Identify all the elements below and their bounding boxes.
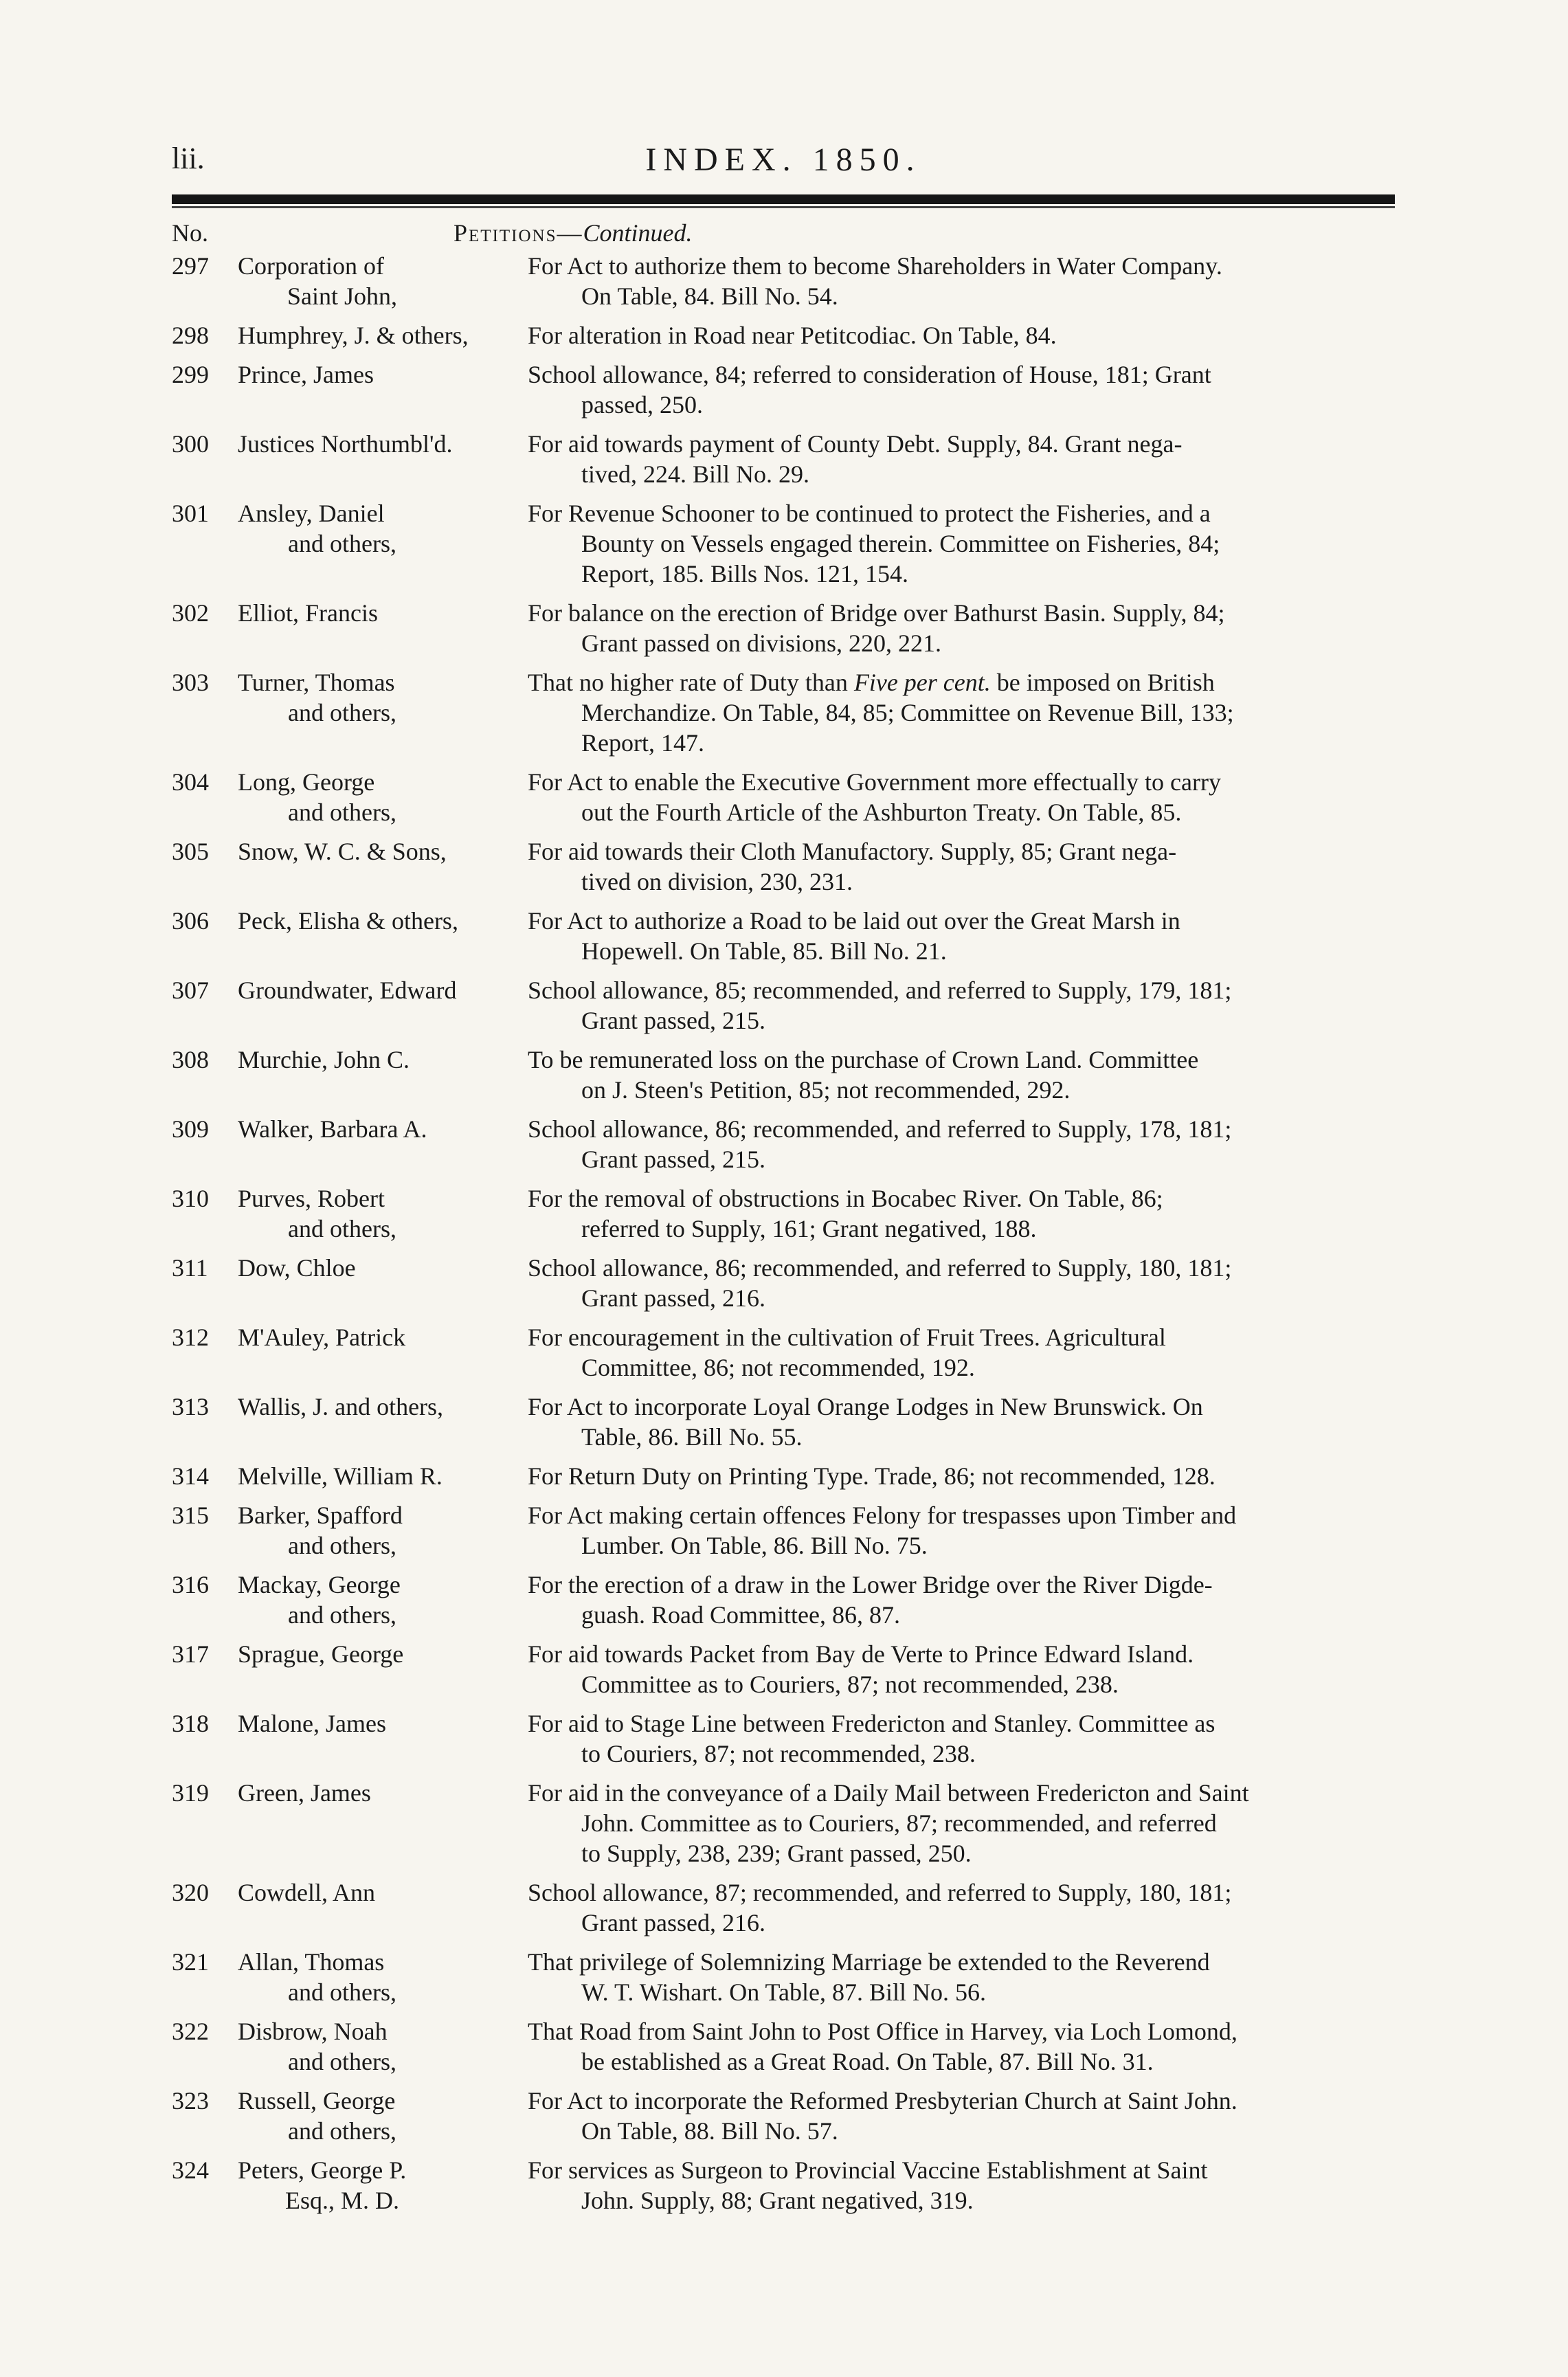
petition-number: 317: [172, 1640, 209, 1668]
petition-description: [528, 906, 1395, 966]
petition-description: [528, 498, 1395, 589]
petition-description: [528, 320, 1395, 350]
list-item: [172, 1392, 1395, 1452]
description-line: For Revenue Schooner to be continued to protect the Fisheries, and a: [528, 500, 1211, 527]
petitioner-name: [238, 498, 528, 589]
petitioner-name-line: Turner, Thomas: [238, 669, 395, 696]
petition-number: 308: [172, 1046, 209, 1073]
list-item: [172, 1877, 1395, 1938]
description-line: For Act to authorize a Road to be laid out over the Great Marsh in: [528, 907, 1180, 935]
petitioner-name: [238, 1570, 528, 1630]
petition-description: [528, 1461, 1395, 1491]
petitioner-name: [238, 1392, 528, 1452]
petitioner-name: [238, 320, 528, 350]
description-line: For the erection of a draw in the Lower Bridge over the River Digde-: [528, 1571, 1213, 1598]
list-item: [172, 1183, 1395, 1244]
petition-number: 315: [172, 1502, 209, 1529]
petitioner-name: [238, 767, 528, 827]
list-item: [172, 1570, 1395, 1630]
description-continuation: Lumber. On Table, 86. Bill No. 75.: [581, 1532, 928, 1559]
petition-description: [528, 2086, 1395, 2146]
description-continuation: Grant passed on divisions, 220, 221.: [581, 629, 941, 657]
petitioner-name-line: Groundwater, Edward: [238, 977, 457, 1004]
petition-description: [528, 359, 1395, 420]
petitioner-name: [238, 667, 528, 758]
petitioner-name: [238, 598, 528, 658]
petition-number: 306: [172, 907, 209, 935]
description-line: For alteration in Road near Petitcodiac. On Table, 84.: [528, 322, 1057, 349]
description-line: For services as Surgeon to Provincial Vaccine Establishment at Saint: [528, 2156, 1208, 2184]
petitioner-name-continuation: and others,: [288, 530, 396, 557]
petitioner-name: [238, 1639, 528, 1699]
page-number: lii.: [172, 142, 205, 175]
list-item: [172, 359, 1395, 420]
section-title: Petitions—: [453, 219, 583, 247]
petition-number: 302: [172, 599, 209, 627]
petition-number: 322: [172, 2018, 209, 2045]
petitioner-name-line: Wallis, J. and others,: [238, 1393, 444, 1420]
petitioner-name-line: Justices Northumbl'd.: [238, 430, 453, 458]
petitioner-name: [238, 1877, 528, 1938]
petition-description: [528, 429, 1395, 489]
list-item: [172, 667, 1395, 758]
description-line: For Act to incorporate the Reformed Presbyterian Church at Saint John.: [528, 2087, 1237, 2114]
petition-description: [528, 836, 1395, 897]
description-continuation: to Supply, 238, 239; Grant passed, 250.: [581, 1840, 972, 1867]
petitioner-name-line: Russell, George: [238, 2087, 396, 2114]
petition-description: [528, 598, 1395, 658]
list-item: [172, 906, 1395, 966]
petitioner-name-continuation: and others,: [288, 1601, 396, 1629]
petition-description: [528, 2155, 1395, 2216]
number-column-label: No.: [172, 219, 208, 247]
petition-number: 297: [172, 252, 209, 280]
description-continuation: Merchandize. On Table, 84, 85; Committee on Revenue Bill, 133;: [581, 699, 1234, 726]
petition-number: 319: [172, 1779, 209, 1807]
petitioner-name: [238, 1114, 528, 1174]
petition-number: 314: [172, 1462, 209, 1490]
petition-description: [528, 2016, 1395, 2077]
description-line: For balance on the erection of Bridge over Bathurst Basin. Supply, 84;: [528, 599, 1225, 627]
petition-description: [528, 1639, 1395, 1699]
description-continuation: John. Supply, 88; Grant negatived, 319.: [581, 2187, 974, 2214]
description-continuation: referred to Supply, 161; Grant negatived, 188.: [581, 1215, 1037, 1242]
petitioner-name-line: M'Auley, Patrick: [238, 1324, 406, 1351]
petition-number: 305: [172, 838, 209, 865]
petitioner-name-line: Melville, William R.: [238, 1462, 443, 1490]
petitioner-name: [238, 359, 528, 420]
description-continuation: guash. Road Committee, 86, 87.: [581, 1601, 900, 1629]
list-item: [172, 1114, 1395, 1174]
petition-description: [528, 1500, 1395, 1561]
description-line: For Act to enable the Executive Government more effectually to carry: [528, 768, 1221, 796]
description-continuation: Report, 147.: [581, 729, 704, 757]
petition-list: [172, 251, 1395, 2224]
section-continued: Continued.: [583, 219, 693, 247]
petitioner-name: [238, 251, 528, 311]
petitioner-name: [238, 2155, 528, 2216]
petition-description: [528, 1778, 1395, 1868]
description-continuation: Grant passed, 216.: [581, 1909, 765, 1937]
petitioner-name-continuation: Saint John,: [287, 282, 397, 310]
petition-description: [528, 1183, 1395, 1244]
page-header: [172, 141, 1395, 182]
petitioner-name-line: Peters, George P.: [238, 2156, 407, 2184]
list-item: [172, 2016, 1395, 2077]
header-rule-thin: [172, 206, 1395, 208]
description-line: For Return Duty on Printing Type. Trade, 86; not recommended, 128.: [528, 1462, 1216, 1490]
petitioner-name: [238, 836, 528, 897]
description-continuation: tived on division, 230, 231.: [581, 868, 853, 895]
description-continuation: On Table, 88. Bill No. 57.: [581, 2117, 838, 2145]
petitioner-name-line: Disbrow, Noah: [238, 2018, 388, 2045]
description-line: To be remunerated loss on the purchase of Crown Land. Committee: [528, 1046, 1199, 1073]
description-line: That Road from Saint John to Post Office in Harvey, via Loch Lomond,: [528, 2018, 1237, 2045]
description-line: For aid towards Packet from Bay de Verte to Prince Edward Island.: [528, 1640, 1194, 1668]
petition-description: [528, 1392, 1395, 1452]
description-line: School allowance, 84; referred to consideration of House, 181; Grant: [528, 361, 1211, 388]
description-line: School allowance, 86; recommended, and referred to Supply, 178, 181;: [528, 1115, 1232, 1143]
petitioner-name-line: Cowdell, Ann: [238, 1879, 376, 1906]
petition-number: 316: [172, 1571, 209, 1598]
description-line: For aid towards payment of County Debt. Supply, 84. Grant nega-: [528, 430, 1183, 458]
petitioner-name-line: Barker, Spafford: [238, 1502, 403, 1529]
petitioner-name-line: Purves, Robert: [238, 1185, 385, 1212]
petition-description: [528, 1114, 1395, 1174]
description-line: For aid to Stage Line between Fredericton and Stanley. Committee as: [528, 1710, 1216, 1737]
petitioner-name-line: Long, George: [238, 768, 375, 796]
list-item: [172, 1947, 1395, 2007]
description-line: For Act to incorporate Loyal Orange Lodges in New Brunswick. On: [528, 1393, 1203, 1420]
petitioner-name: [238, 975, 528, 1036]
list-item: [172, 320, 1395, 350]
description-continuation: be established as a Great Road. On Table, 87. Bill No. 31.: [581, 2048, 1154, 2075]
petitioner-name: [238, 1947, 528, 2007]
petitioner-name-line: Peck, Elisha & others,: [238, 907, 458, 935]
petitioner-name: [238, 2086, 528, 2146]
description-continuation: Hopewell. On Table, 85. Bill No. 21.: [581, 937, 947, 965]
petitioner-name-line: Snow, W. C. & Sons,: [238, 838, 447, 865]
petitioner-name-line: Elliot, Francis: [238, 599, 378, 627]
petitioner-name-continuation: Esq., M. D.: [284, 2187, 399, 2214]
description-continuation: Committee, 86; not recommended, 192.: [581, 1354, 975, 1381]
list-item: [172, 1778, 1395, 1868]
petitioner-name-continuation: and others,: [288, 799, 396, 826]
list-item: [172, 767, 1395, 827]
petitioner-name-continuation: and others,: [288, 1215, 396, 1242]
description-line: For Act making certain offences Felony for trespasses upon Timber and: [528, 1502, 1237, 1529]
list-item: [172, 1461, 1395, 1491]
description-continuation: out the Fourth Article of the Ashburton Treaty. On Table, 85.: [581, 799, 1182, 826]
description-line: [528, 669, 1215, 696]
petition-number: 320: [172, 1879, 209, 1906]
petitioner-name: [238, 1322, 528, 1383]
petitioner-name: [238, 1183, 528, 1244]
petitioner-name: [238, 1253, 528, 1313]
petitioner-name: [238, 1778, 528, 1868]
description-text: be imposed on British: [990, 669, 1215, 696]
petitioner-name-line: Walker, Barbara A.: [238, 1115, 427, 1143]
petition-number: 304: [172, 768, 209, 796]
petitioner-name-continuation: and others,: [288, 1532, 396, 1559]
page-title: INDEX. 1850.: [645, 142, 921, 178]
description-continuation: W. T. Wishart. On Table, 87. Bill No. 56.: [581, 1978, 987, 2006]
petition-description: [528, 1045, 1395, 1105]
description-continuation: On Table, 84. Bill No. 54.: [581, 282, 838, 310]
petitioner-name-line: Green, James: [238, 1779, 371, 1807]
list-item: [172, 975, 1395, 1036]
list-item: [172, 251, 1395, 311]
petitioner-name-line: Prince, James: [238, 361, 374, 388]
description-continuation: Report, 185. Bills Nos. 121, 154.: [581, 560, 909, 588]
petitioner-name: [238, 1708, 528, 1769]
petition-number: 312: [172, 1324, 209, 1351]
petition-description: [528, 1947, 1395, 2007]
description-continuation: Committee as to Couriers, 87; not recommended, 238.: [581, 1671, 1119, 1698]
description-continuation: Table, 86. Bill No. 55.: [581, 1423, 803, 1451]
petitioner-name-continuation: and others,: [288, 2117, 396, 2145]
petition-number: 313: [172, 1393, 209, 1420]
petition-description: [528, 767, 1395, 827]
petition-description: [528, 1322, 1395, 1383]
petitioner-name-line: Mackay, George: [238, 1571, 401, 1598]
petition-description: [528, 1877, 1395, 1938]
petition-description: [528, 1253, 1395, 1313]
petition-number: 299: [172, 361, 209, 388]
list-item: [172, 1253, 1395, 1313]
petition-number: 307: [172, 977, 209, 1004]
description-continuation: to Couriers, 87; not recommended, 238.: [581, 1740, 976, 1767]
petitioner-name-line: Ansley, Daniel: [238, 500, 385, 527]
petitioner-name-line: Sprague, George: [238, 1640, 404, 1668]
description-italic: Five per cent.: [853, 669, 991, 696]
petition-number: 298: [172, 322, 209, 349]
petitioner-name: [238, 906, 528, 966]
petition-number: 321: [172, 1948, 209, 1976]
description-line: For the removal of obstructions in Bocabec River. On Table, 86;: [528, 1185, 1163, 1212]
petitioner-name: [238, 2016, 528, 2077]
list-item: [172, 1708, 1395, 1769]
description-continuation: on J. Steen's Petition, 85; not recommended, 292.: [581, 1076, 1071, 1104]
list-item: [172, 2086, 1395, 2146]
petitioner-name-line: Allan, Thomas: [238, 1948, 385, 1976]
description-continuation: Grant passed, 215.: [581, 1007, 765, 1034]
description-text: That no higher rate of Duty than: [528, 669, 854, 696]
petition-description: [528, 251, 1395, 311]
description-line: For Act to authorize them to become Shareholders in Water Company.: [528, 252, 1222, 280]
petition-description: [528, 1708, 1395, 1769]
petitioner-name-continuation: and others,: [288, 2048, 396, 2075]
list-item: [172, 1322, 1395, 1383]
description-line: For encouragement in the cultivation of Fruit Trees. Agricultural: [528, 1324, 1166, 1351]
header-rule: [172, 194, 1395, 204]
petitioner-name-line: Dow, Chloe: [238, 1254, 356, 1282]
description-line: That privilege of Solemnizing Marriage be extended to the Reverend: [528, 1948, 1210, 1976]
description-line: For aid in the conveyance of a Daily Mail between Fredericton and Saint: [528, 1779, 1249, 1807]
petitioner-name-line: Murchie, John C.: [238, 1046, 410, 1073]
petitioner-name-continuation: and others,: [288, 1978, 396, 2006]
petitioner-name-continuation: and others,: [288, 699, 396, 726]
petition-description: [528, 1570, 1395, 1630]
description-continuation: Grant passed, 216.: [581, 1284, 765, 1312]
description-continuation: tived, 224. Bill No. 29.: [581, 460, 809, 488]
list-item: [172, 498, 1395, 589]
petition-number: 300: [172, 430, 209, 458]
petition-description: [528, 667, 1395, 758]
petitioner-name: [238, 1045, 528, 1105]
petition-number: 310: [172, 1185, 209, 1212]
petition-number: 324: [172, 2156, 209, 2184]
list-item: [172, 1500, 1395, 1561]
petitioner-name-line: Humphrey, J. & others,: [238, 322, 469, 349]
description-continuation: Grant passed, 215.: [581, 1146, 765, 1173]
description-line: School allowance, 85; recommended, and referred to Supply, 179, 181;: [528, 977, 1232, 1004]
petitioner-name-line: Corporation of: [238, 252, 384, 280]
list-item: [172, 429, 1395, 489]
petitioner-name: [238, 1461, 528, 1491]
list-item: [172, 1639, 1395, 1699]
description-continuation: Bounty on Vessels engaged therein. Committee on Fisheries, 84;: [581, 530, 1220, 557]
petition-number: 311: [172, 1254, 208, 1282]
petitioner-name-line: Malone, James: [238, 1710, 386, 1737]
section-heading: [453, 219, 693, 247]
description-line: School allowance, 86; recommended, and referred to Supply, 180, 181;: [528, 1254, 1232, 1282]
petitioner-name: [238, 429, 528, 489]
petition-number: 303: [172, 669, 209, 696]
list-item: [172, 1045, 1395, 1105]
petition-number: 318: [172, 1710, 209, 1737]
petition-number: 323: [172, 2087, 209, 2114]
description-continuation: John. Committee as to Couriers, 87; recommended, and referred: [581, 1809, 1217, 1837]
list-item: [172, 836, 1395, 897]
description-line: For aid towards their Cloth Manufactory. Supply, 85; Grant nega-: [528, 838, 1177, 865]
list-item: [172, 598, 1395, 658]
petition-number: 309: [172, 1115, 209, 1143]
description-continuation: passed, 250.: [581, 391, 703, 419]
description-line: School allowance, 87; recommended, and referred to Supply, 180, 181;: [528, 1879, 1232, 1906]
petition-number: 301: [172, 500, 209, 527]
petitioner-name: [238, 1500, 528, 1561]
list-item: [172, 2155, 1395, 2216]
petition-description: [528, 975, 1395, 1036]
